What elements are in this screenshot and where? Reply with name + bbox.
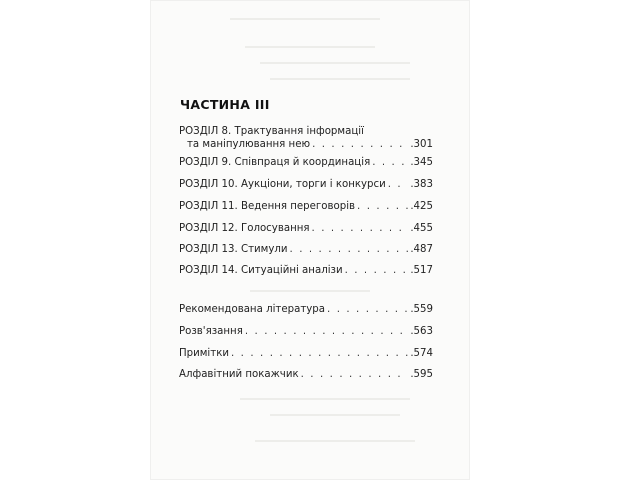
toc-entry-title: РОЗДІЛ 14. Ситуаційні аналізи bbox=[179, 265, 343, 276]
toc-entry-chapter-14[interactable] bbox=[179, 264, 433, 277]
toc-page-number: .383 bbox=[410, 179, 433, 190]
dot-leader bbox=[345, 264, 409, 277]
toc-entry-solutions[interactable] bbox=[179, 325, 433, 338]
toc-page-number: .455 bbox=[410, 223, 433, 234]
dot-leader bbox=[327, 303, 408, 316]
toc-page-number: .487 bbox=[410, 244, 433, 255]
toc-entry-title: РОЗДІЛ 11. Ведення переговорів bbox=[179, 201, 356, 212]
dot-leader bbox=[372, 156, 408, 169]
toc-entry-title: Алфавітний покажчик bbox=[179, 369, 299, 380]
toc-entry-chapter-10[interactable] bbox=[179, 178, 433, 191]
toc-page-number: .517 bbox=[410, 265, 433, 276]
toc-entry-title: РОЗДІЛ 13. Стимули bbox=[179, 244, 288, 255]
toc-entry-chapter-8[interactable] bbox=[179, 125, 433, 151]
toc-entry-title: РОЗДІЛ 8. Трактування інформації bbox=[179, 126, 364, 137]
toc-entry-notes[interactable] bbox=[179, 347, 433, 360]
toc-entry-title: Примітки bbox=[179, 348, 229, 359]
toc-entry-chapter-12[interactable] bbox=[179, 222, 433, 235]
toc-entry-title: РОЗДІЛ 10. Аукціони, торги і конкурси bbox=[179, 179, 386, 190]
toc-page-number: .574 bbox=[410, 348, 433, 359]
toc-entry-title-continuation: та маніпулювання нею bbox=[187, 139, 311, 150]
dot-leader bbox=[301, 368, 409, 381]
dot-leader bbox=[312, 138, 408, 151]
toc-entry-index[interactable] bbox=[179, 368, 433, 381]
toc-page-number: .559 bbox=[410, 304, 433, 315]
dot-leader bbox=[388, 178, 409, 191]
toc-entry-chapter-13[interactable] bbox=[179, 243, 433, 256]
toc-entry-title: РОЗДІЛ 12. Голосування bbox=[179, 223, 310, 234]
part-heading: ЧАСТИНА III bbox=[180, 97, 270, 112]
toc-page-number: .345 bbox=[410, 157, 433, 168]
toc-entry-chapter-11[interactable] bbox=[179, 200, 433, 213]
toc-entry-title: РОЗДІЛ 9. Співпраця й координація bbox=[179, 157, 371, 168]
toc-page-number: .301 bbox=[410, 139, 433, 150]
toc-entry-chapter-9[interactable] bbox=[179, 156, 433, 169]
toc-page-number: .563 bbox=[410, 326, 433, 337]
toc-entry-title: Рекомендована література bbox=[179, 304, 326, 315]
toc-page-number: .425 bbox=[410, 201, 433, 212]
toc-page-number: .595 bbox=[410, 369, 433, 380]
dot-leader bbox=[357, 200, 408, 213]
dot-leader bbox=[290, 243, 409, 256]
dot-leader bbox=[312, 222, 409, 235]
dot-leader bbox=[245, 325, 408, 338]
toc-entry-recommended-literature[interactable] bbox=[179, 303, 433, 316]
dot-leader bbox=[231, 347, 408, 360]
toc-entry-title: Розв'язання bbox=[179, 326, 243, 337]
